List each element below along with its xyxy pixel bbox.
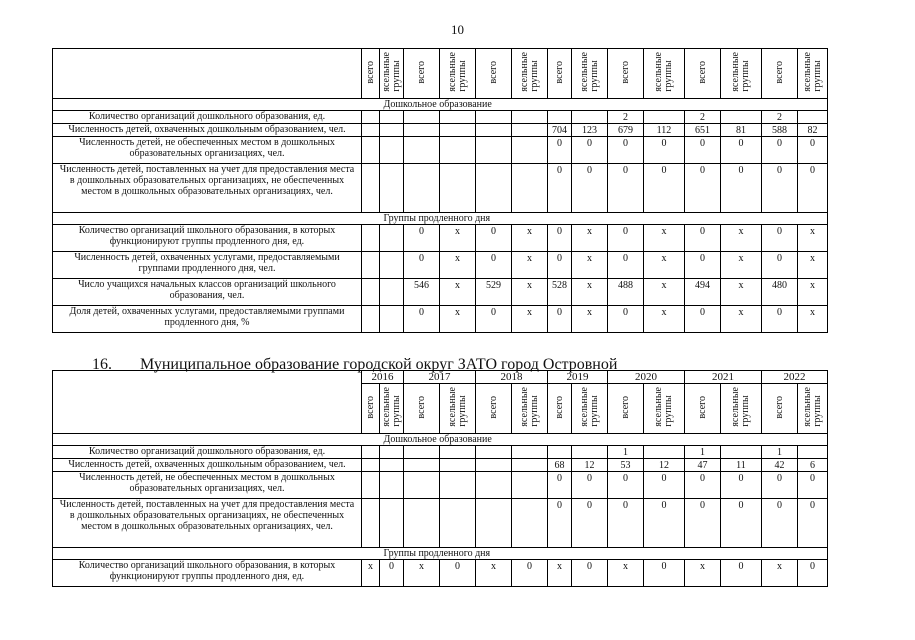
- table-cell: [440, 164, 476, 213]
- table-cell: 0: [548, 137, 572, 164]
- table-cell: 2: [608, 111, 644, 124]
- table-cell: [362, 225, 380, 252]
- page-number: 10: [451, 22, 464, 37]
- column-header: [762, 49, 798, 99]
- column-header: [685, 384, 721, 434]
- row-label: Число учащихся начальных классов организаций школьного образования, чел.: [53, 279, 362, 306]
- row-label: Доля детей, охваченных услугами, предоставляемыми группами продленного дня, %: [53, 306, 362, 333]
- table-row: [53, 279, 828, 306]
- column-header-text: ясельные группы: [518, 387, 540, 427]
- table-cell: [721, 446, 762, 459]
- table-row: [53, 164, 828, 213]
- table-cell: 1: [608, 446, 644, 459]
- table-cell: x: [721, 252, 762, 279]
- row-label: Численность детей, охваченных дошкольным образованием, чел.: [53, 124, 362, 137]
- table-cell: x: [362, 560, 380, 587]
- table-cell: [798, 446, 828, 459]
- table-cell: [476, 164, 512, 213]
- column-header-text: всего: [553, 395, 565, 419]
- column-header-text: ясельные группы: [518, 52, 540, 92]
- section-row-extended-day: [53, 213, 828, 225]
- column-header: [440, 49, 476, 99]
- table-cell: x: [476, 560, 512, 587]
- table-cell: [404, 164, 440, 213]
- table-cell: 494: [685, 279, 721, 306]
- table-cell: x: [440, 225, 476, 252]
- table-cell: 0: [476, 252, 512, 279]
- table-cell: 0: [762, 499, 798, 548]
- table-cell: x: [512, 252, 548, 279]
- table-cell: x: [721, 279, 762, 306]
- column-header: [362, 49, 380, 99]
- column-header-text: всего: [415, 60, 427, 84]
- table-cell: 0: [721, 137, 762, 164]
- table-cell: 0: [572, 164, 608, 213]
- row-label: Численность детей, поставленных на учет для предоставления места в дошкольных образовательных организациях, не обеспеченных местом в дошкольных образовательных организациях, чел.: [53, 499, 362, 548]
- table-row: [53, 225, 828, 252]
- table-cell: [362, 252, 380, 279]
- table-cell: 0: [762, 225, 798, 252]
- table-row: [53, 472, 828, 499]
- table-cell: 82: [798, 124, 828, 137]
- table-cell: x: [404, 560, 440, 587]
- table-cell: 0: [798, 499, 828, 548]
- table-cell: [512, 137, 548, 164]
- table-cell: 0: [476, 225, 512, 252]
- table-cell: 480: [762, 279, 798, 306]
- table-cell: 0: [608, 164, 644, 213]
- table-cell: 0: [762, 472, 798, 499]
- table-cell: x: [798, 279, 828, 306]
- table-cell: 0: [644, 137, 685, 164]
- table-cell: 0: [608, 225, 644, 252]
- table-row: [53, 137, 828, 164]
- table-cell: [512, 499, 548, 548]
- column-header-text: всего: [415, 395, 427, 419]
- row-label: Количество организаций школьного образования, в которых функционируют группы продленного дня, ед.: [53, 560, 362, 587]
- section-title: Муниципальное образование городской округ ЗАТО город Островной: [140, 356, 618, 373]
- table-cell: 2: [685, 111, 721, 124]
- column-header: [608, 49, 644, 99]
- column-header-text: всего: [696, 395, 708, 419]
- year-header: 2016: [362, 371, 404, 384]
- table-cell: x: [440, 279, 476, 306]
- table-cell: [404, 459, 440, 472]
- row-label: Численность детей, не обеспеченных местом в дошкольных образовательных организациях, чел.: [53, 472, 362, 499]
- table-cell: 1: [685, 446, 721, 459]
- year-header: 2022: [762, 371, 828, 384]
- table-cell: 0: [644, 499, 685, 548]
- table-cell: x: [798, 225, 828, 252]
- table-cell: 0: [608, 306, 644, 333]
- table-cell: 0: [798, 472, 828, 499]
- table-cell: x: [644, 279, 685, 306]
- column-header-text: всего: [773, 60, 785, 84]
- table-cell: [404, 499, 440, 548]
- table-cell: [380, 459, 404, 472]
- table-cell: x: [572, 306, 608, 333]
- table-cell: 1: [762, 446, 798, 459]
- table-cell: 0: [762, 306, 798, 333]
- table-cell: 0: [762, 137, 798, 164]
- table-cell: x: [512, 306, 548, 333]
- column-header: [380, 49, 404, 99]
- table-cell: 0: [548, 472, 572, 499]
- table-cell: [476, 499, 512, 548]
- table-cell: [440, 472, 476, 499]
- table-cell: 488: [608, 279, 644, 306]
- table-cell: 528: [548, 279, 572, 306]
- table-cell: [512, 472, 548, 499]
- table-cell: 0: [476, 306, 512, 333]
- row-label: Численность детей, поставленных на учет для предоставления места в дошкольных образовательных организациях, не обеспеченных местом в дошкольных образовательных организациях, чел.: [53, 164, 362, 213]
- column-header-text: ясельные группы: [446, 52, 468, 92]
- table-cell: 0: [685, 306, 721, 333]
- table-cell: x: [798, 306, 828, 333]
- table-cell: [721, 111, 762, 124]
- table-cell: [572, 446, 608, 459]
- table-cell: x: [440, 252, 476, 279]
- column-header: [644, 384, 685, 434]
- table-cell: [440, 499, 476, 548]
- table-cell: [380, 225, 404, 252]
- table-cell: 123: [572, 124, 608, 137]
- table-cell: [362, 446, 380, 459]
- table-cell: x: [572, 279, 608, 306]
- table-cell: x: [644, 306, 685, 333]
- table-cell: [476, 472, 512, 499]
- column-header: [476, 384, 512, 434]
- table-cell: 12: [644, 459, 685, 472]
- header-corner: [53, 371, 362, 434]
- table-cell: [644, 446, 685, 459]
- table-cell: x: [572, 225, 608, 252]
- year-header: 2019: [548, 371, 608, 384]
- table-cell: 0: [721, 164, 762, 213]
- table-cell: 0: [762, 164, 798, 213]
- table-row: [53, 111, 828, 124]
- table-cell: 0: [762, 252, 798, 279]
- table-cell: [404, 446, 440, 459]
- table-cell: [380, 306, 404, 333]
- column-header-text: ясельные группы: [446, 387, 468, 427]
- column-header-text: ясельные группы: [801, 52, 823, 92]
- table-cell: 0: [644, 472, 685, 499]
- table-cell: x: [644, 225, 685, 252]
- table-cell: [380, 446, 404, 459]
- table-cell: x: [762, 560, 798, 587]
- table-cell: 6: [798, 459, 828, 472]
- section-label: Группы продленного дня: [362, 213, 828, 225]
- table-1: [52, 48, 828, 333]
- table-cell: [798, 111, 828, 124]
- table-cell: [380, 124, 404, 137]
- table-cell: [404, 124, 440, 137]
- column-header: [548, 49, 572, 99]
- column-header-text: ясельные группы: [578, 387, 600, 427]
- table-cell: 0: [608, 252, 644, 279]
- column-header: [721, 384, 762, 434]
- column-header: [685, 49, 721, 99]
- column-header: [572, 384, 608, 434]
- table-cell: 0: [721, 499, 762, 548]
- table-cell: 0: [721, 560, 762, 587]
- table-cell: 2: [762, 111, 798, 124]
- table-cell: [362, 306, 380, 333]
- table-cell: 679: [608, 124, 644, 137]
- table-cell: x: [440, 306, 476, 333]
- column-header-text: ясельные группы: [653, 387, 674, 427]
- table-cell: 588: [762, 124, 798, 137]
- table-cell: [512, 124, 548, 137]
- section-spacer: [53, 213, 362, 225]
- column-header: [798, 49, 828, 99]
- table-cell: [362, 459, 380, 472]
- table-cell: [548, 446, 572, 459]
- table-cell: 0: [404, 252, 440, 279]
- table-cell: [572, 111, 608, 124]
- table-cell: [380, 252, 404, 279]
- table-cell: x: [644, 252, 685, 279]
- table-cell: 0: [644, 164, 685, 213]
- table-cell: x: [685, 560, 721, 587]
- table-row: [53, 499, 828, 548]
- year-header: 2018: [476, 371, 548, 384]
- table-cell: 68: [548, 459, 572, 472]
- row-label: Численность детей, охваченных дошкольным образованием, чел.: [53, 459, 362, 472]
- section-spacer: [53, 99, 362, 111]
- table-cell: 0: [798, 164, 828, 213]
- section-number: 16.: [92, 356, 112, 373]
- table-cell: x: [721, 306, 762, 333]
- table-cell: 0: [572, 499, 608, 548]
- table-cell: [512, 446, 548, 459]
- column-header-text: ясельные группы: [578, 52, 600, 92]
- table-cell: [362, 472, 380, 499]
- column-header: [380, 384, 404, 434]
- year-header: 2021: [685, 371, 762, 384]
- column-header-text: всего: [364, 60, 376, 84]
- row-label: Численность детей, охваченных услугами, предоставляемыми группами продленного дня, чел.: [53, 252, 362, 279]
- table-cell: [440, 111, 476, 124]
- column-header: [572, 49, 608, 99]
- column-header: [548, 384, 572, 434]
- column-header-text: ясельные группы: [730, 387, 751, 427]
- table-cell: 0: [685, 472, 721, 499]
- table-cell: 0: [608, 499, 644, 548]
- column-header: [512, 384, 548, 434]
- table-2: [52, 370, 828, 587]
- column-header-text: всего: [619, 395, 631, 419]
- column-header: [512, 49, 548, 99]
- column-header: [762, 384, 798, 434]
- row-label: Количество организаций дошкольного образования, ед.: [53, 111, 362, 124]
- table-cell: [404, 472, 440, 499]
- column-header: [362, 384, 380, 434]
- table-cell: 0: [798, 560, 828, 587]
- table-cell: [476, 124, 512, 137]
- table-cell: [440, 446, 476, 459]
- year-header-row: [53, 371, 828, 384]
- table-cell: 0: [440, 560, 476, 587]
- table-cell: [380, 137, 404, 164]
- column-header-row: [53, 49, 828, 99]
- section-spacer: [53, 434, 362, 446]
- table-cell: [404, 137, 440, 164]
- table-cell: [380, 472, 404, 499]
- table-cell: [362, 124, 380, 137]
- table-cell: x: [798, 252, 828, 279]
- table-cell: 0: [608, 137, 644, 164]
- table-cell: 81: [721, 124, 762, 137]
- table-cell: 0: [685, 225, 721, 252]
- table-cell: [512, 164, 548, 213]
- table-cell: [476, 111, 512, 124]
- table-cell: 0: [572, 137, 608, 164]
- table-cell: [362, 137, 380, 164]
- table-cell: x: [721, 225, 762, 252]
- table-cell: 0: [572, 472, 608, 499]
- column-header: [798, 384, 828, 434]
- table-cell: 42: [762, 459, 798, 472]
- table-cell: 0: [798, 137, 828, 164]
- table-row: [53, 459, 828, 472]
- table-cell: [548, 111, 572, 124]
- column-header-text: всего: [487, 60, 499, 84]
- row-label: Количество организаций дошкольного образования, ед.: [53, 446, 362, 459]
- table-cell: [440, 124, 476, 137]
- table-cell: 0: [548, 252, 572, 279]
- row-label: Численность детей, не обеспеченных местом в дошкольных образовательных организациях, чел.: [53, 137, 362, 164]
- table-row: [53, 560, 828, 587]
- table-cell: 0: [572, 560, 608, 587]
- column-header: [476, 49, 512, 99]
- table-cell: 0: [548, 306, 572, 333]
- column-header-text: всего: [773, 395, 785, 419]
- table-row: [53, 124, 828, 137]
- section-row-preschool: [53, 434, 828, 446]
- column-header-text: ясельные группы: [380, 387, 402, 427]
- table-cell: 53: [608, 459, 644, 472]
- table-cell: [404, 111, 440, 124]
- column-header-text: всего: [553, 60, 565, 84]
- column-header-text: ясельные группы: [653, 52, 674, 92]
- table-cell: 0: [685, 499, 721, 548]
- table-cell: [362, 164, 380, 213]
- table-cell: 0: [644, 560, 685, 587]
- column-header-text: ясельные группы: [730, 52, 751, 92]
- year-header: 2017: [404, 371, 476, 384]
- table-cell: [476, 137, 512, 164]
- table-cell: [362, 279, 380, 306]
- table-cell: x: [512, 225, 548, 252]
- table-cell: [440, 137, 476, 164]
- table-cell: x: [608, 560, 644, 587]
- section-label: Дошкольное образование: [362, 434, 828, 446]
- table-cell: 546: [404, 279, 440, 306]
- table-cell: [512, 111, 548, 124]
- table-cell: [362, 499, 380, 548]
- table-cell: [440, 459, 476, 472]
- table-cell: 0: [404, 225, 440, 252]
- table-cell: 0: [721, 472, 762, 499]
- table-cell: 0: [685, 164, 721, 213]
- table-cell: 651: [685, 124, 721, 137]
- table-cell: [362, 111, 380, 124]
- section-spacer: [53, 548, 362, 560]
- table-cell: 0: [685, 252, 721, 279]
- table-cell: [380, 279, 404, 306]
- table-cell: 0: [512, 560, 548, 587]
- column-header-text: ясельные группы: [380, 52, 402, 92]
- table-cell: 529: [476, 279, 512, 306]
- table-cell: [380, 111, 404, 124]
- column-header: [644, 49, 685, 99]
- column-header-text: всего: [487, 395, 499, 419]
- table-cell: [476, 459, 512, 472]
- column-header: [721, 49, 762, 99]
- column-header-text: всего: [696, 60, 708, 84]
- table-cell: 47: [685, 459, 721, 472]
- table-cell: [644, 111, 685, 124]
- table-cell: [512, 459, 548, 472]
- table-cell: 11: [721, 459, 762, 472]
- table-cell: 0: [548, 164, 572, 213]
- table-cell: 0: [548, 499, 572, 548]
- table-cell: 0: [404, 306, 440, 333]
- section-row-preschool: [53, 99, 828, 111]
- table-cell: x: [548, 560, 572, 587]
- section-label: Группы продленного дня: [362, 548, 828, 560]
- column-header: [608, 384, 644, 434]
- table-row: [53, 306, 828, 333]
- table-cell: 0: [548, 225, 572, 252]
- column-header: [440, 384, 476, 434]
- column-header-text: всего: [364, 395, 376, 419]
- column-header-text: всего: [619, 60, 631, 84]
- table-row: [53, 446, 828, 459]
- table-cell: 0: [685, 137, 721, 164]
- table-row: [53, 252, 828, 279]
- table-cell: x: [572, 252, 608, 279]
- table-cell: x: [512, 279, 548, 306]
- table-cell: 0: [380, 560, 404, 587]
- table-cell: 0: [608, 472, 644, 499]
- table-cell: [380, 164, 404, 213]
- table-cell: 12: [572, 459, 608, 472]
- year-header: 2020: [608, 371, 685, 384]
- row-label: Количество организаций школьного образования, в которых функционируют группы продленного дня, ед.: [53, 225, 362, 252]
- column-header-text: ясельные группы: [801, 387, 823, 427]
- section-row-extended-day: [53, 548, 828, 560]
- section-label: Дошкольное образование: [362, 99, 828, 111]
- column-header: [404, 384, 440, 434]
- table-cell: [476, 446, 512, 459]
- table-cell: 704: [548, 124, 572, 137]
- column-header: [404, 49, 440, 99]
- header-corner: [53, 49, 362, 99]
- table-cell: 112: [644, 124, 685, 137]
- table-cell: [380, 499, 404, 548]
